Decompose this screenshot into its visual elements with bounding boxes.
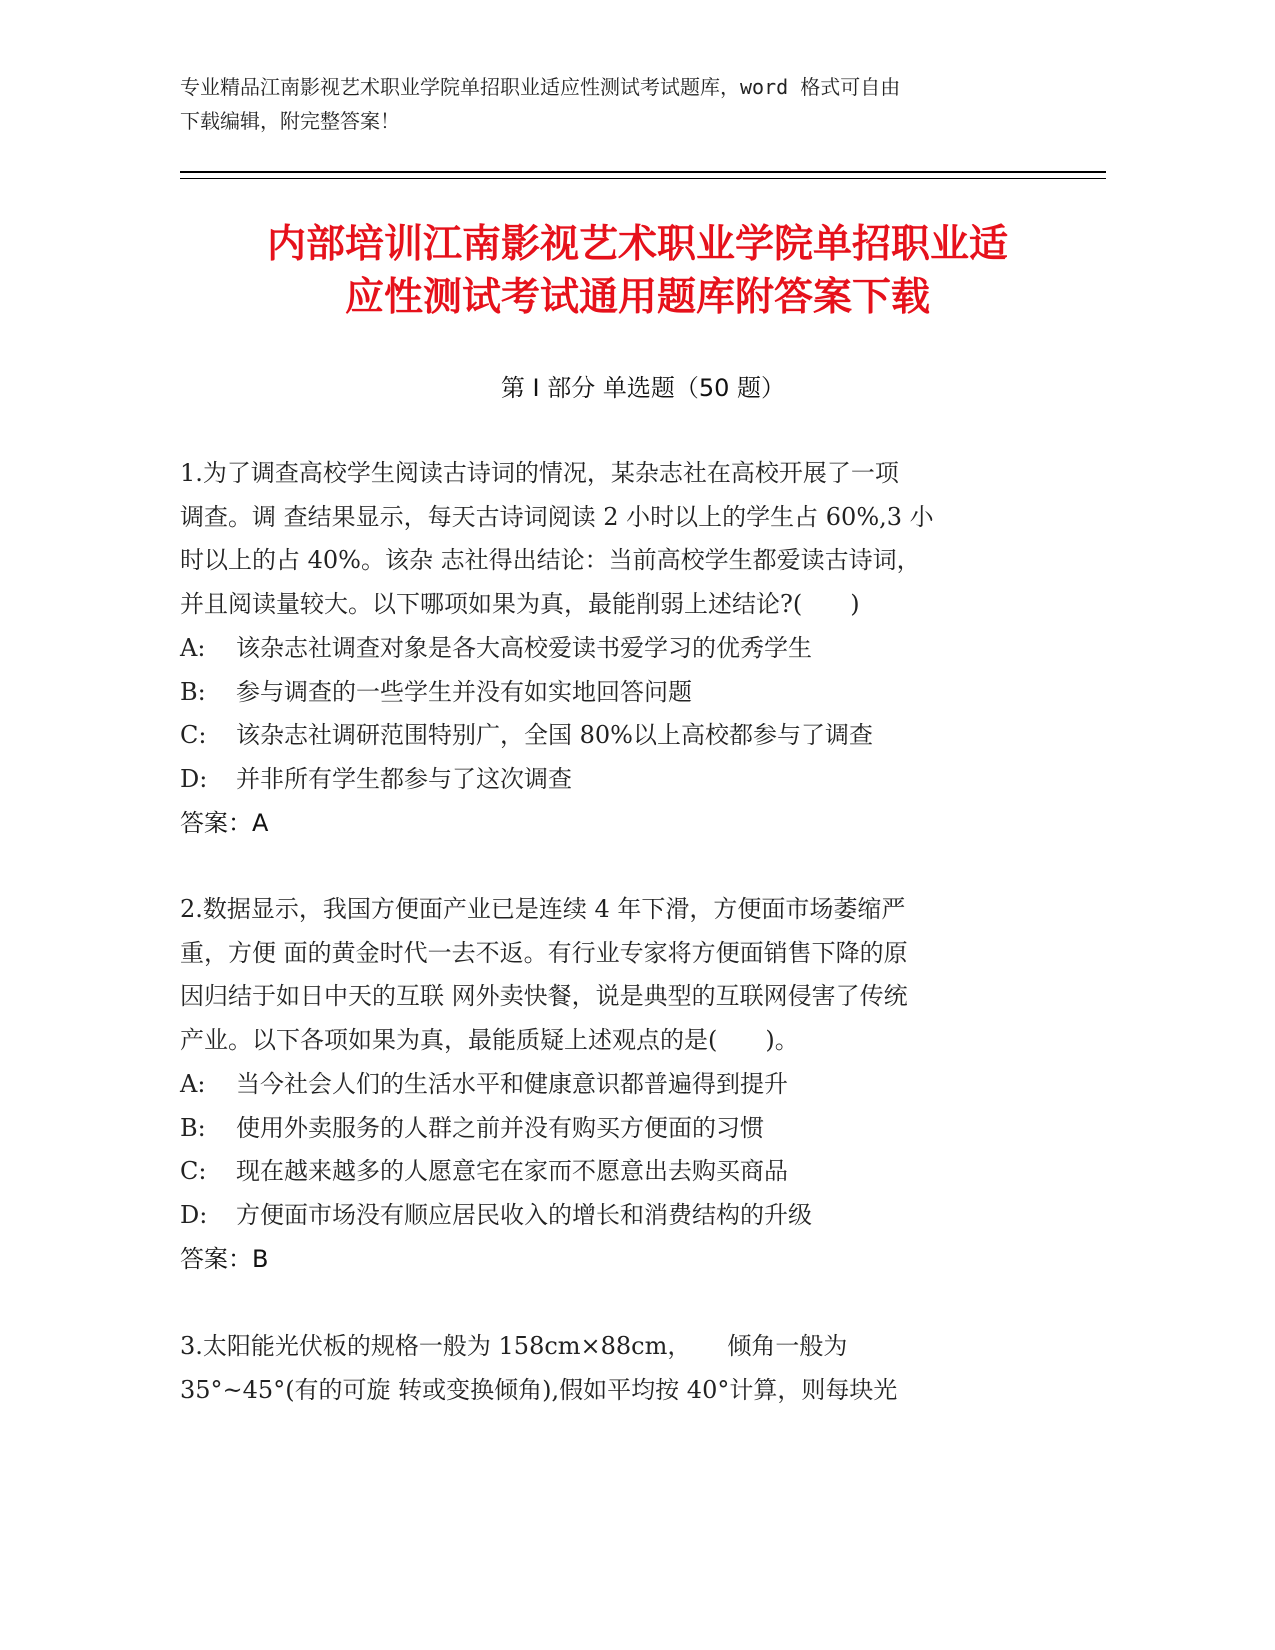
option-c bbox=[180, 1150, 1040, 1194]
option-a bbox=[180, 627, 1040, 671]
option-b bbox=[180, 1107, 1040, 1151]
header-divider-thick bbox=[180, 171, 1106, 173]
option-b bbox=[180, 671, 1040, 715]
question-2 bbox=[180, 888, 1040, 1281]
option-d bbox=[180, 758, 1040, 802]
option-letter: D: bbox=[180, 1200, 208, 1229]
section-heading: 第 I 部分 单选题（50 题） bbox=[500, 374, 786, 402]
option-text: 方便面市场没有顺应居民收入的增长和消费结构的升级 bbox=[236, 1200, 812, 1229]
option-text: 该杂志社调研范围特别广，全国 80%以上高校都参与了调查 bbox=[236, 721, 873, 750]
option-letter: C: bbox=[180, 721, 207, 750]
option-letter: D: bbox=[180, 764, 208, 793]
option-letter: A: bbox=[180, 1069, 206, 1098]
option-text: 参与调查的一些学生并没有如实地回答问题 bbox=[236, 677, 692, 706]
header-divider-thin bbox=[180, 178, 1106, 179]
option-letter: B: bbox=[180, 1113, 206, 1142]
header-note-line: 下载编辑，附完整答案！ bbox=[180, 109, 400, 133]
answer-line: 答案：A bbox=[180, 808, 269, 837]
option-letter: A: bbox=[180, 633, 206, 662]
option-letter: C: bbox=[180, 1157, 207, 1186]
question-stem bbox=[180, 452, 1040, 627]
answer-line: 答案：B bbox=[180, 1244, 269, 1273]
option-text: 该杂志社调查对象是各大高校爱读书爱学习的优秀学生 bbox=[236, 633, 812, 662]
question-stem-line: 调查。调 查结果显示，每天古诗词阅读 2 小时以上的学生占 60%,3 小 bbox=[180, 502, 934, 531]
question-stem-line: 重，方便 面的黄金时代一去不返。有行业专家将方便面销售下降的原 bbox=[180, 938, 908, 967]
option-d bbox=[180, 1194, 1040, 1238]
question-stem-line: 因归结于如日中天的互联 网外卖快餐，说是典型的互联网侵害了传统 bbox=[180, 982, 908, 1011]
option-text: 使用外卖服务的人群之前并没有购买方便面的习惯 bbox=[236, 1113, 764, 1142]
option-text: 现在越来越多的人愿意宅在家而不愿意出去购买商品 bbox=[236, 1157, 788, 1186]
question-3 bbox=[180, 1325, 1040, 1412]
question-stem-line: 并且阅读量较大。以下哪项如果为真，最能削弱上述结论?( ) bbox=[180, 590, 860, 619]
question-stem-line: 产业。以下各项如果为真，最能质疑上述观点的是( )。 bbox=[180, 1026, 799, 1055]
question-stem-line: 35°~45°(有的可旋 转或变换倾角),假如平均按 40°计算，则每块光 bbox=[180, 1375, 898, 1404]
document-title-line: 内部培训江南影视艺术职业学院单招职业适 bbox=[266, 222, 1008, 267]
question-stem-line: 3.太阳能光伏板的规格一般为 158cm×88cm， 倾角一般为 bbox=[180, 1332, 848, 1360]
question-stem-line: 时以上的占 40%。该杂 志社得出结论：当前高校学生都爱读古诗词， bbox=[180, 546, 921, 575]
question-1 bbox=[180, 452, 1040, 845]
question-stem bbox=[180, 888, 1040, 1063]
document-title-line: 应性测试考试通用题库附答案下载 bbox=[344, 275, 930, 320]
question-stem bbox=[180, 1325, 1040, 1412]
option-text: 并非所有学生都参与了这次调查 bbox=[236, 764, 572, 793]
document-title bbox=[150, 218, 1125, 324]
option-c bbox=[180, 714, 1040, 758]
option-a bbox=[180, 1063, 1040, 1107]
option-letter: B: bbox=[180, 677, 206, 706]
question-stem-line: 1.为了调查高校学生阅读古诗词的情况，某杂志社在高校开展了一项 bbox=[180, 459, 899, 487]
header-note-line: 专业精品江南影视艺术职业学院单招职业适应性测试考试题库，word 格式可自由 bbox=[180, 75, 901, 99]
option-text: 当今社会人们的生活水平和健康意识都普遍得到提升 bbox=[236, 1069, 788, 1098]
header-note bbox=[180, 70, 1060, 138]
question-stem-line: 2.数据显示，我国方便面产业已是连续 4 年下滑，方便面市场萎缩严 bbox=[180, 895, 906, 923]
